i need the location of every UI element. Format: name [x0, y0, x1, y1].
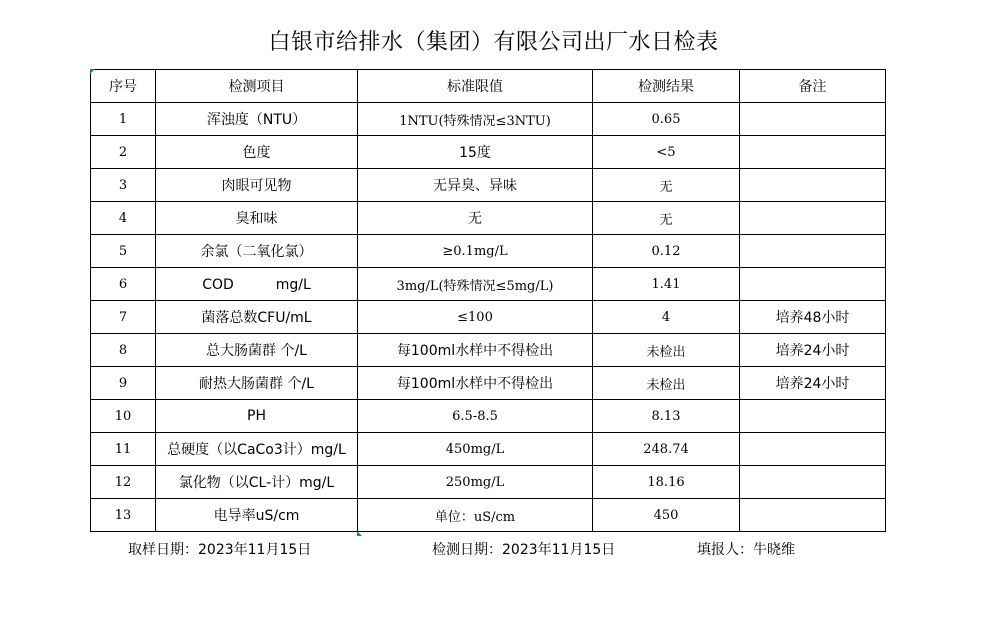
inspection-table: [90, 69, 886, 532]
table-row: [91, 235, 886, 268]
remark-cell[interactable]: [740, 235, 886, 268]
item-cell[interactable]: PH: [156, 400, 358, 433]
item-cell[interactable]: 电导率uS/cm: [156, 499, 358, 532]
result-cell[interactable]: 450: [593, 499, 740, 532]
remark-cell[interactable]: 培养48小时: [740, 301, 886, 334]
item-cell[interactable]: 耐热大肠菌群 个/L: [156, 367, 358, 400]
seq-cell[interactable]: 9: [91, 367, 156, 400]
reporter: 填报人：牛晓维: [697, 542, 795, 558]
item-cell[interactable]: 总硬度（以CaCo3计）mg/L: [156, 433, 358, 466]
result-cell[interactable]: 4: [593, 301, 740, 334]
result-cell[interactable]: 无: [593, 202, 740, 235]
table-row: [91, 202, 886, 235]
item-cell[interactable]: 总大肠菌群 个/L: [156, 334, 358, 367]
table-row: [91, 400, 886, 433]
seq-cell[interactable]: 1: [91, 103, 156, 136]
result-cell[interactable]: 8.13: [593, 400, 740, 433]
item-cell[interactable]: 色度: [156, 136, 358, 169]
limit-cell[interactable]: ≥0.1mg/L: [358, 235, 593, 268]
remark-cell[interactable]: 培养24小时: [740, 334, 886, 367]
limit-cell[interactable]: 无异臭、异味: [358, 169, 593, 202]
result-cell[interactable]: 1.41: [593, 268, 740, 301]
item-cell[interactable]: 菌落总数CFU/mL: [156, 301, 358, 334]
table-row: [91, 268, 886, 301]
seq-cell[interactable]: 5: [91, 235, 156, 268]
table-row: [91, 367, 886, 400]
result-cell[interactable]: 未检出: [593, 334, 740, 367]
remark-cell[interactable]: [740, 202, 886, 235]
result-cell[interactable]: 未检出: [593, 367, 740, 400]
remark-cell[interactable]: [740, 268, 886, 301]
item-cell[interactable]: 肉眼可见物: [156, 169, 358, 202]
limit-cell[interactable]: 每100ml水样中不得检出: [358, 367, 593, 400]
result-cell[interactable]: 248.74: [593, 433, 740, 466]
limit-cell[interactable]: 每100ml水样中不得检出: [358, 334, 593, 367]
seq-cell[interactable]: 13: [91, 499, 156, 532]
seq-cell[interactable]: 12: [91, 466, 156, 499]
limit-cell[interactable]: 250mg/L: [358, 466, 593, 499]
table-row: [91, 334, 886, 367]
sample-date: 取样日期：2023年11月15日: [128, 542, 312, 558]
limit-cell[interactable]: ≤100: [358, 301, 593, 334]
limit-cell[interactable]: 单位：uS/cm: [358, 499, 593, 532]
remark-cell[interactable]: [740, 466, 886, 499]
item-cell[interactable]: 氯化物（以CL-计）mg/L: [156, 466, 358, 499]
header-cell-remark[interactable]: 备注: [740, 70, 886, 103]
table-row: [91, 499, 886, 532]
item-cell[interactable]: 浑浊度（NTU）: [156, 103, 358, 136]
selection-corner-marker: [357, 531, 362, 536]
remark-cell[interactable]: [740, 499, 886, 532]
page-title: 白银市给排水（集团）有限公司出厂水日检表: [268, 30, 719, 55]
table-row: [91, 301, 886, 334]
table-row: [91, 466, 886, 499]
seq-cell[interactable]: 7: [91, 301, 156, 334]
seq-cell[interactable]: 4: [91, 202, 156, 235]
seq-cell[interactable]: 10: [91, 400, 156, 433]
limit-cell[interactable]: 450mg/L: [358, 433, 593, 466]
result-cell[interactable]: <5: [593, 136, 740, 169]
limit-cell[interactable]: 6.5-8.5: [358, 400, 593, 433]
seq-cell[interactable]: 6: [91, 268, 156, 301]
result-cell[interactable]: 0.12: [593, 235, 740, 268]
result-cell[interactable]: 18.16: [593, 466, 740, 499]
item-cell[interactable]: 余氯（二氧化氯）: [156, 235, 358, 268]
limit-cell[interactable]: 无: [358, 202, 593, 235]
header-cell-item[interactable]: 检测项目: [156, 70, 358, 103]
remark-cell[interactable]: 培养24小时: [740, 367, 886, 400]
remark-cell[interactable]: [740, 400, 886, 433]
seq-cell[interactable]: 2: [91, 136, 156, 169]
selection-corner-marker: [90, 69, 95, 74]
table-header-row: [91, 70, 886, 103]
seq-cell[interactable]: 8: [91, 334, 156, 367]
limit-cell[interactable]: 3mg/L(特殊情况≤5mg/L): [358, 268, 593, 301]
seq-cell[interactable]: 3: [91, 169, 156, 202]
table-row: [91, 433, 886, 466]
limit-cell[interactable]: 1NTU(特殊情况≤3NTU): [358, 103, 593, 136]
test-date: 检测日期：2023年11月15日: [432, 542, 616, 558]
table-row: [91, 103, 886, 136]
result-cell[interactable]: 0.65: [593, 103, 740, 136]
table-row: [91, 136, 886, 169]
header-cell-limit[interactable]: 标准限值: [358, 70, 593, 103]
table-row: [91, 169, 886, 202]
header-cell-seq[interactable]: 序号: [91, 70, 156, 103]
limit-cell[interactable]: 15度: [358, 136, 593, 169]
remark-cell[interactable]: [740, 169, 886, 202]
remark-cell[interactable]: [740, 103, 886, 136]
remark-cell[interactable]: [740, 136, 886, 169]
remark-cell[interactable]: [740, 433, 886, 466]
seq-cell[interactable]: 11: [91, 433, 156, 466]
item-cell[interactable]: 臭和味: [156, 202, 358, 235]
result-cell[interactable]: 无: [593, 169, 740, 202]
item-cell[interactable]: COD mg/L: [156, 268, 358, 301]
header-cell-result[interactable]: 检测结果: [593, 70, 740, 103]
